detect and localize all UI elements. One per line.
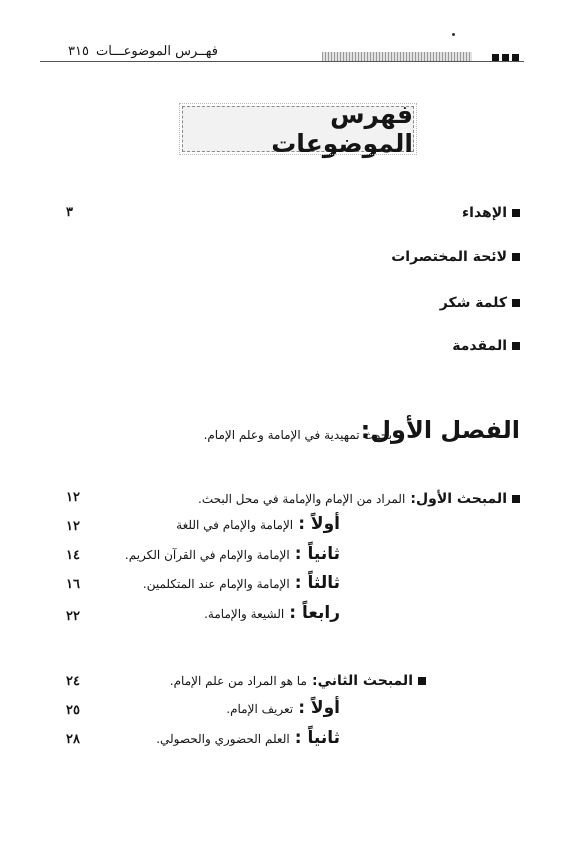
toc-entry-acknowledgement (440, 295, 520, 311)
entry-page-number: ٢٢ (66, 609, 80, 624)
entry-page-number: ٢٥ (66, 703, 80, 718)
square-bullet-icon (512, 253, 520, 261)
toc-entry-introduction (452, 338, 520, 354)
entry-page-number: ١٢ (66, 490, 80, 505)
square-bullet-icon (512, 342, 520, 350)
header-rule (40, 61, 524, 62)
subentry-text: الشيعة والإمامة. (204, 607, 285, 621)
toc-subentry (204, 603, 340, 623)
header-square (492, 54, 499, 61)
toc-subentry (156, 728, 340, 748)
chapter-title: الفصل الأول: (360, 416, 520, 444)
toc-entry-abbreviations (391, 249, 520, 265)
running-header-page-number: ٣١٥ (68, 44, 89, 59)
section-heading: المبحث الأول: (410, 491, 507, 507)
subentry-text: الإمامة والإمام عند المتكلمين. (142, 577, 290, 591)
ordinal-label: أولاً : (298, 514, 340, 534)
section-heading: المبحث الثاني: (312, 673, 413, 689)
page-title: فهرس الموضوعات (271, 100, 413, 158)
ordinal-label: أولاً : (298, 698, 340, 718)
ordinal-label: ثانياً : (294, 728, 340, 748)
entry-label: الإهداء (462, 205, 507, 221)
header-square (502, 54, 509, 61)
section-heading-row (170, 670, 426, 689)
ordinal-label: ثانياً : (294, 544, 340, 564)
entry-label: المقدمة (452, 338, 507, 354)
toc-subentry (125, 544, 340, 564)
toc-subentry (176, 514, 340, 534)
entry-page-number: ١٢ (66, 519, 80, 534)
toc-subentry (143, 573, 340, 593)
entry-page-number: ٢٨ (66, 732, 80, 747)
entry-page-number: ٢٤ (66, 674, 80, 689)
entry-page-number: ١٤ (66, 548, 80, 563)
entry-page-number: ١٦ (66, 577, 80, 592)
square-bullet-icon (512, 209, 520, 217)
section-text: المراد من الإمام والإمامة في محل البحث. (198, 492, 406, 506)
entry-label: لائحة المختصرات (391, 249, 507, 265)
page-title-box (182, 100, 414, 158)
square-bullet-icon (512, 299, 520, 307)
square-bullet-icon (512, 495, 520, 503)
entry-label: كلمة شكر (439, 295, 507, 311)
ordinal-label: رابعاً : (289, 603, 340, 623)
section-text: ما هو المراد من علم الإمام. (169, 674, 307, 688)
square-bullet-icon (418, 677, 426, 685)
ordinal-label: ثالثاً : (294, 573, 340, 593)
header-square (512, 54, 519, 61)
section-heading-row (198, 488, 520, 507)
subentry-text: تعريف الإمام. (226, 702, 294, 716)
subentry-text: الإمامة والإمام في اللغة (176, 518, 294, 532)
entry-page-number: ٣ (66, 205, 73, 220)
subentry-text: الإمامة والإمام في القرآن الكريم. (124, 548, 290, 562)
toc-subentry (226, 698, 340, 718)
speck (452, 33, 455, 36)
running-header-title: فهــرس الموضوعـــات (96, 44, 218, 59)
chapter-subtitle: بحوث تمهيدية في الإمامة وعلم الإمام. (203, 428, 392, 442)
toc-entry-dedication (462, 205, 520, 221)
subentry-text: العلم الحضوري والحصولي. (156, 732, 290, 746)
